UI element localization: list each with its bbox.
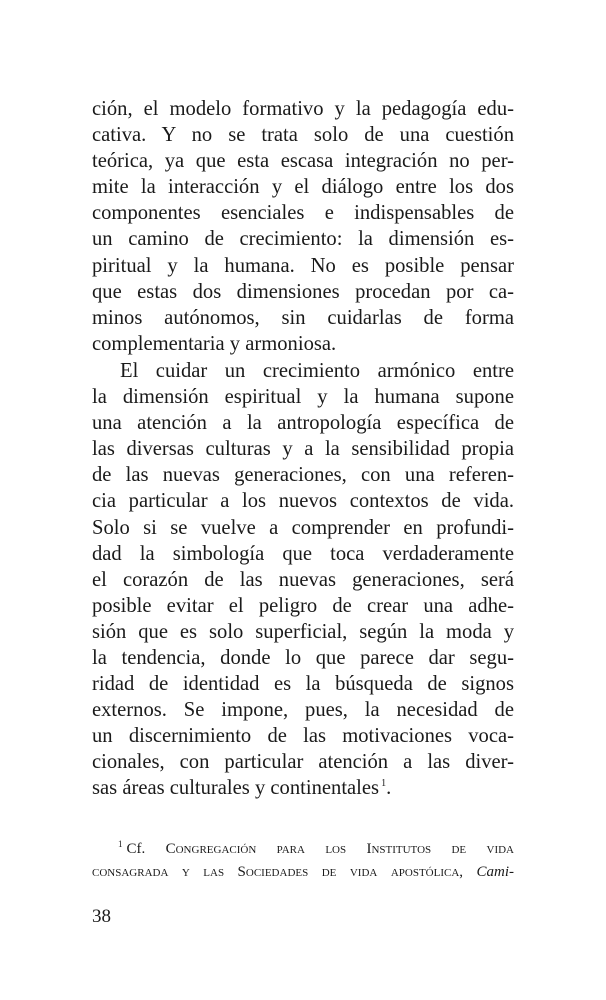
text-line: Solo si se vuelve a comprender en profundi-: [92, 516, 514, 539]
text-line: complementaria y armoniosa.: [92, 332, 337, 355]
paragraph-1: [92, 96, 514, 357]
text-line: que estas dos dimensiones procedan por ca-: [92, 280, 514, 303]
text-line: ción, el modelo formativo y la pedagogía edu-: [92, 98, 514, 120]
text-line: una atención a la antropología específica de: [92, 412, 514, 435]
text-line: piritual y la humana. No es posible pensar: [92, 254, 514, 277]
text-line-content: sas áreas culturales y continentales: [92, 777, 380, 800]
text-line: las diversas culturas y a la sensibilidad propia: [92, 438, 514, 461]
text-line: la dimensión espiritual y la humana supone: [92, 386, 514, 409]
text-line: sión que es solo superficial, según la moda y: [92, 620, 514, 643]
text-line: cativa. Y no se trata solo de una cuestión: [92, 124, 514, 147]
footnote-title-italic: Cami-: [463, 864, 515, 880]
footnote-source: Congregación para los Institutos de vida: [165, 841, 515, 857]
text-line: componentes esenciales e indispensables de: [92, 202, 514, 225]
text-line: posible evitar el peligro de crear una adhe-: [92, 594, 514, 617]
text-line: El cuidar un crecimiento armónico entre: [120, 359, 514, 382]
text-line: cionales, con particular atención a las diver-: [92, 751, 514, 774]
text-line: el corazón de las nuevas generaciones, será: [92, 568, 514, 591]
footnote-source-continued: consagrada y las Sociedades de vida apostólica,: [92, 864, 464, 880]
page-body: [92, 96, 514, 802]
text-line: dad la simbología que toca verdaderamente: [92, 542, 514, 565]
footnote-reference[interactable]: 1: [381, 778, 387, 790]
footnote: [92, 838, 514, 884]
text-line: un camino de crecimiento: la dimensión es-: [92, 228, 514, 251]
text-line: ridad de identidad es la búsqueda de signos: [92, 673, 514, 696]
text-line: externos. Se impone, pues, la necesidad de: [92, 699, 514, 722]
paragraph-2: [92, 358, 514, 802]
page-number: 38: [92, 906, 111, 927]
text-line: de las nuevas generaciones, con una referen-: [92, 464, 514, 487]
footnote-line-1: [92, 838, 514, 861]
text-line-last: sas áreas culturales y continentales $^1$.: [92, 777, 392, 800]
text-line: teórica, ya que esta escasa integración no per-: [92, 150, 514, 173]
text-line: minos autónomos, sin cuidarlas de forma: [92, 306, 514, 329]
text-line: cia particular a los nuevos contextos de vida.: [92, 490, 514, 513]
text-line: mite la interacción y el diálogo entre los dos: [92, 176, 514, 199]
footnote-prefix: Cf.: [126, 841, 166, 857]
text-line: un discernimiento de las motivaciones voca-: [92, 725, 514, 748]
footnote-line-2: [92, 861, 514, 884]
footnote-mark: 1: [118, 839, 123, 849]
text-line: la tendencia, donde lo que parece dar segu-: [92, 646, 514, 669]
